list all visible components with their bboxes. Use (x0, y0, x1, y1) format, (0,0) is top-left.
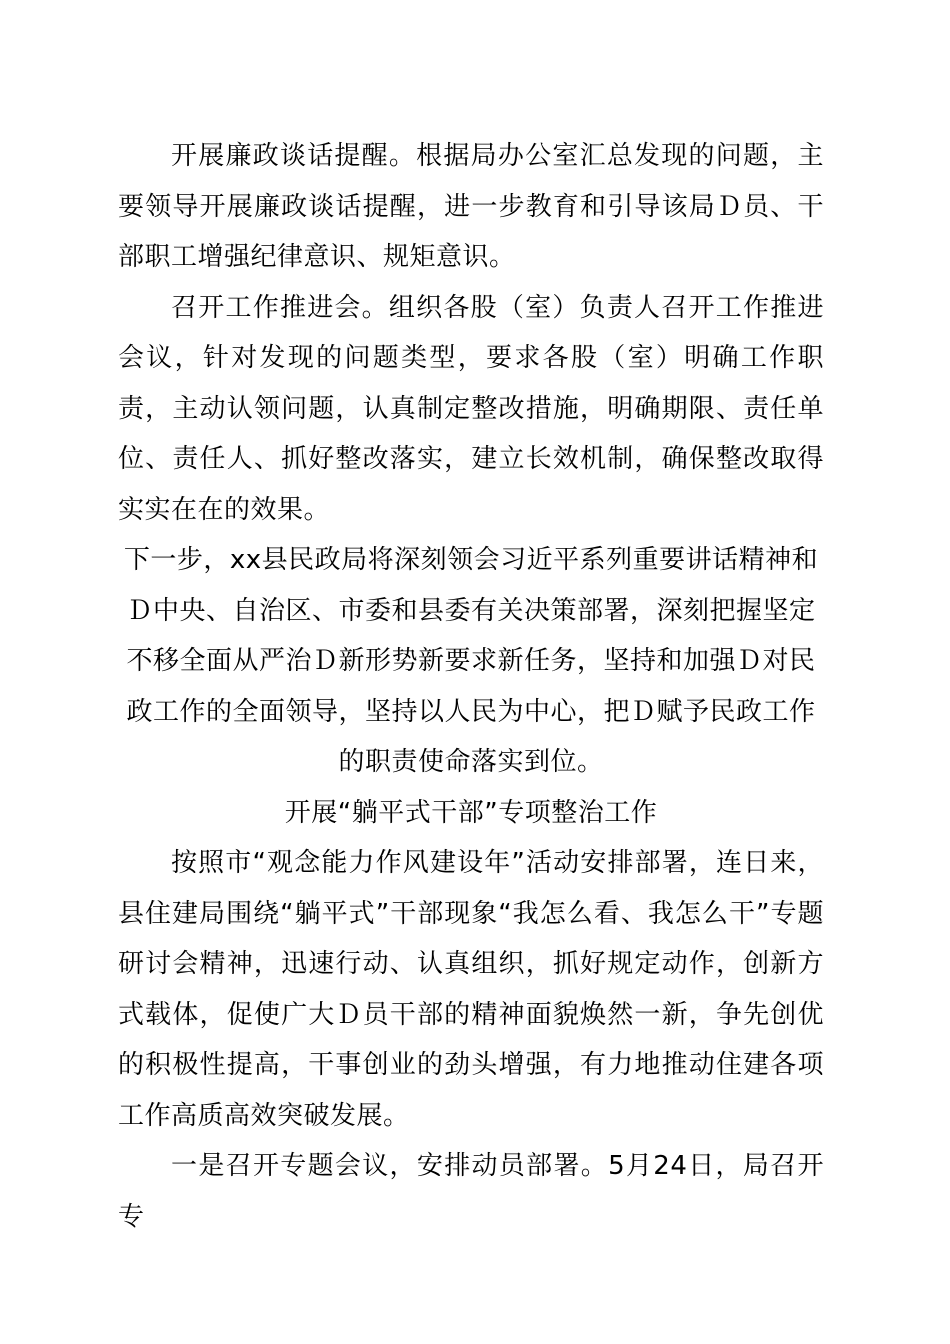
section-heading: 开展“躺平式干部”专项整治工作 (284, 797, 658, 828)
paragraph-campaign-intro: 按照市“观念能力作风建设年”活动安排部署，连日来，县住建局围绕“躺平式”干部现象“我怎么看、我怎么干”专题研讨会精神，迅速行动、认真组织，抓好规定动作，创新方式载体，促使广大Ｄ员干部的精神面貌焕然一新，争先创优的积极性提高，干事创业的劲头增强，有力地推动住建各项工作高质高效突破发展。 (118, 848, 824, 1131)
paragraph-next-step: 下一步，xx县民政局将深刻领会习近平系列重要讲话精神和Ｄ中央、自治区、市委和县委有关决策部署，深刻把握坚定不移全面从严治Ｄ新形势新要求新任务，坚持和加强Ｄ对民政工作的全面领导，坚持以人民为中心，把Ｄ赋予民政工作的职责使命落实到位。 (123, 545, 819, 777)
document-body (118, 131, 824, 1242)
paragraph-work-meeting: 召开工作推进会。组织各股（室）负责人召开工作推进会议，针对发现的问题类型，要求各股（室）明确工作职责，主动认领问题，认真制定整改措施，明确期限、责任单位、责任人、抓好整改落实，建立长效机制，确保整改取得实实在在的效果。 (118, 292, 824, 525)
paragraph-integrity-talk: 开展廉政谈话提醒。根据局办公室汇总发现的问题，主要领导开展廉政谈话提醒，进一步教育和引导该局Ｄ员、干部职工增强纪律意识、规矩意识。 (118, 141, 824, 272)
paragraph-first-item: 一是召开专题会议，安排动员部署。5月24日，局召开专 (118, 1151, 824, 1232)
